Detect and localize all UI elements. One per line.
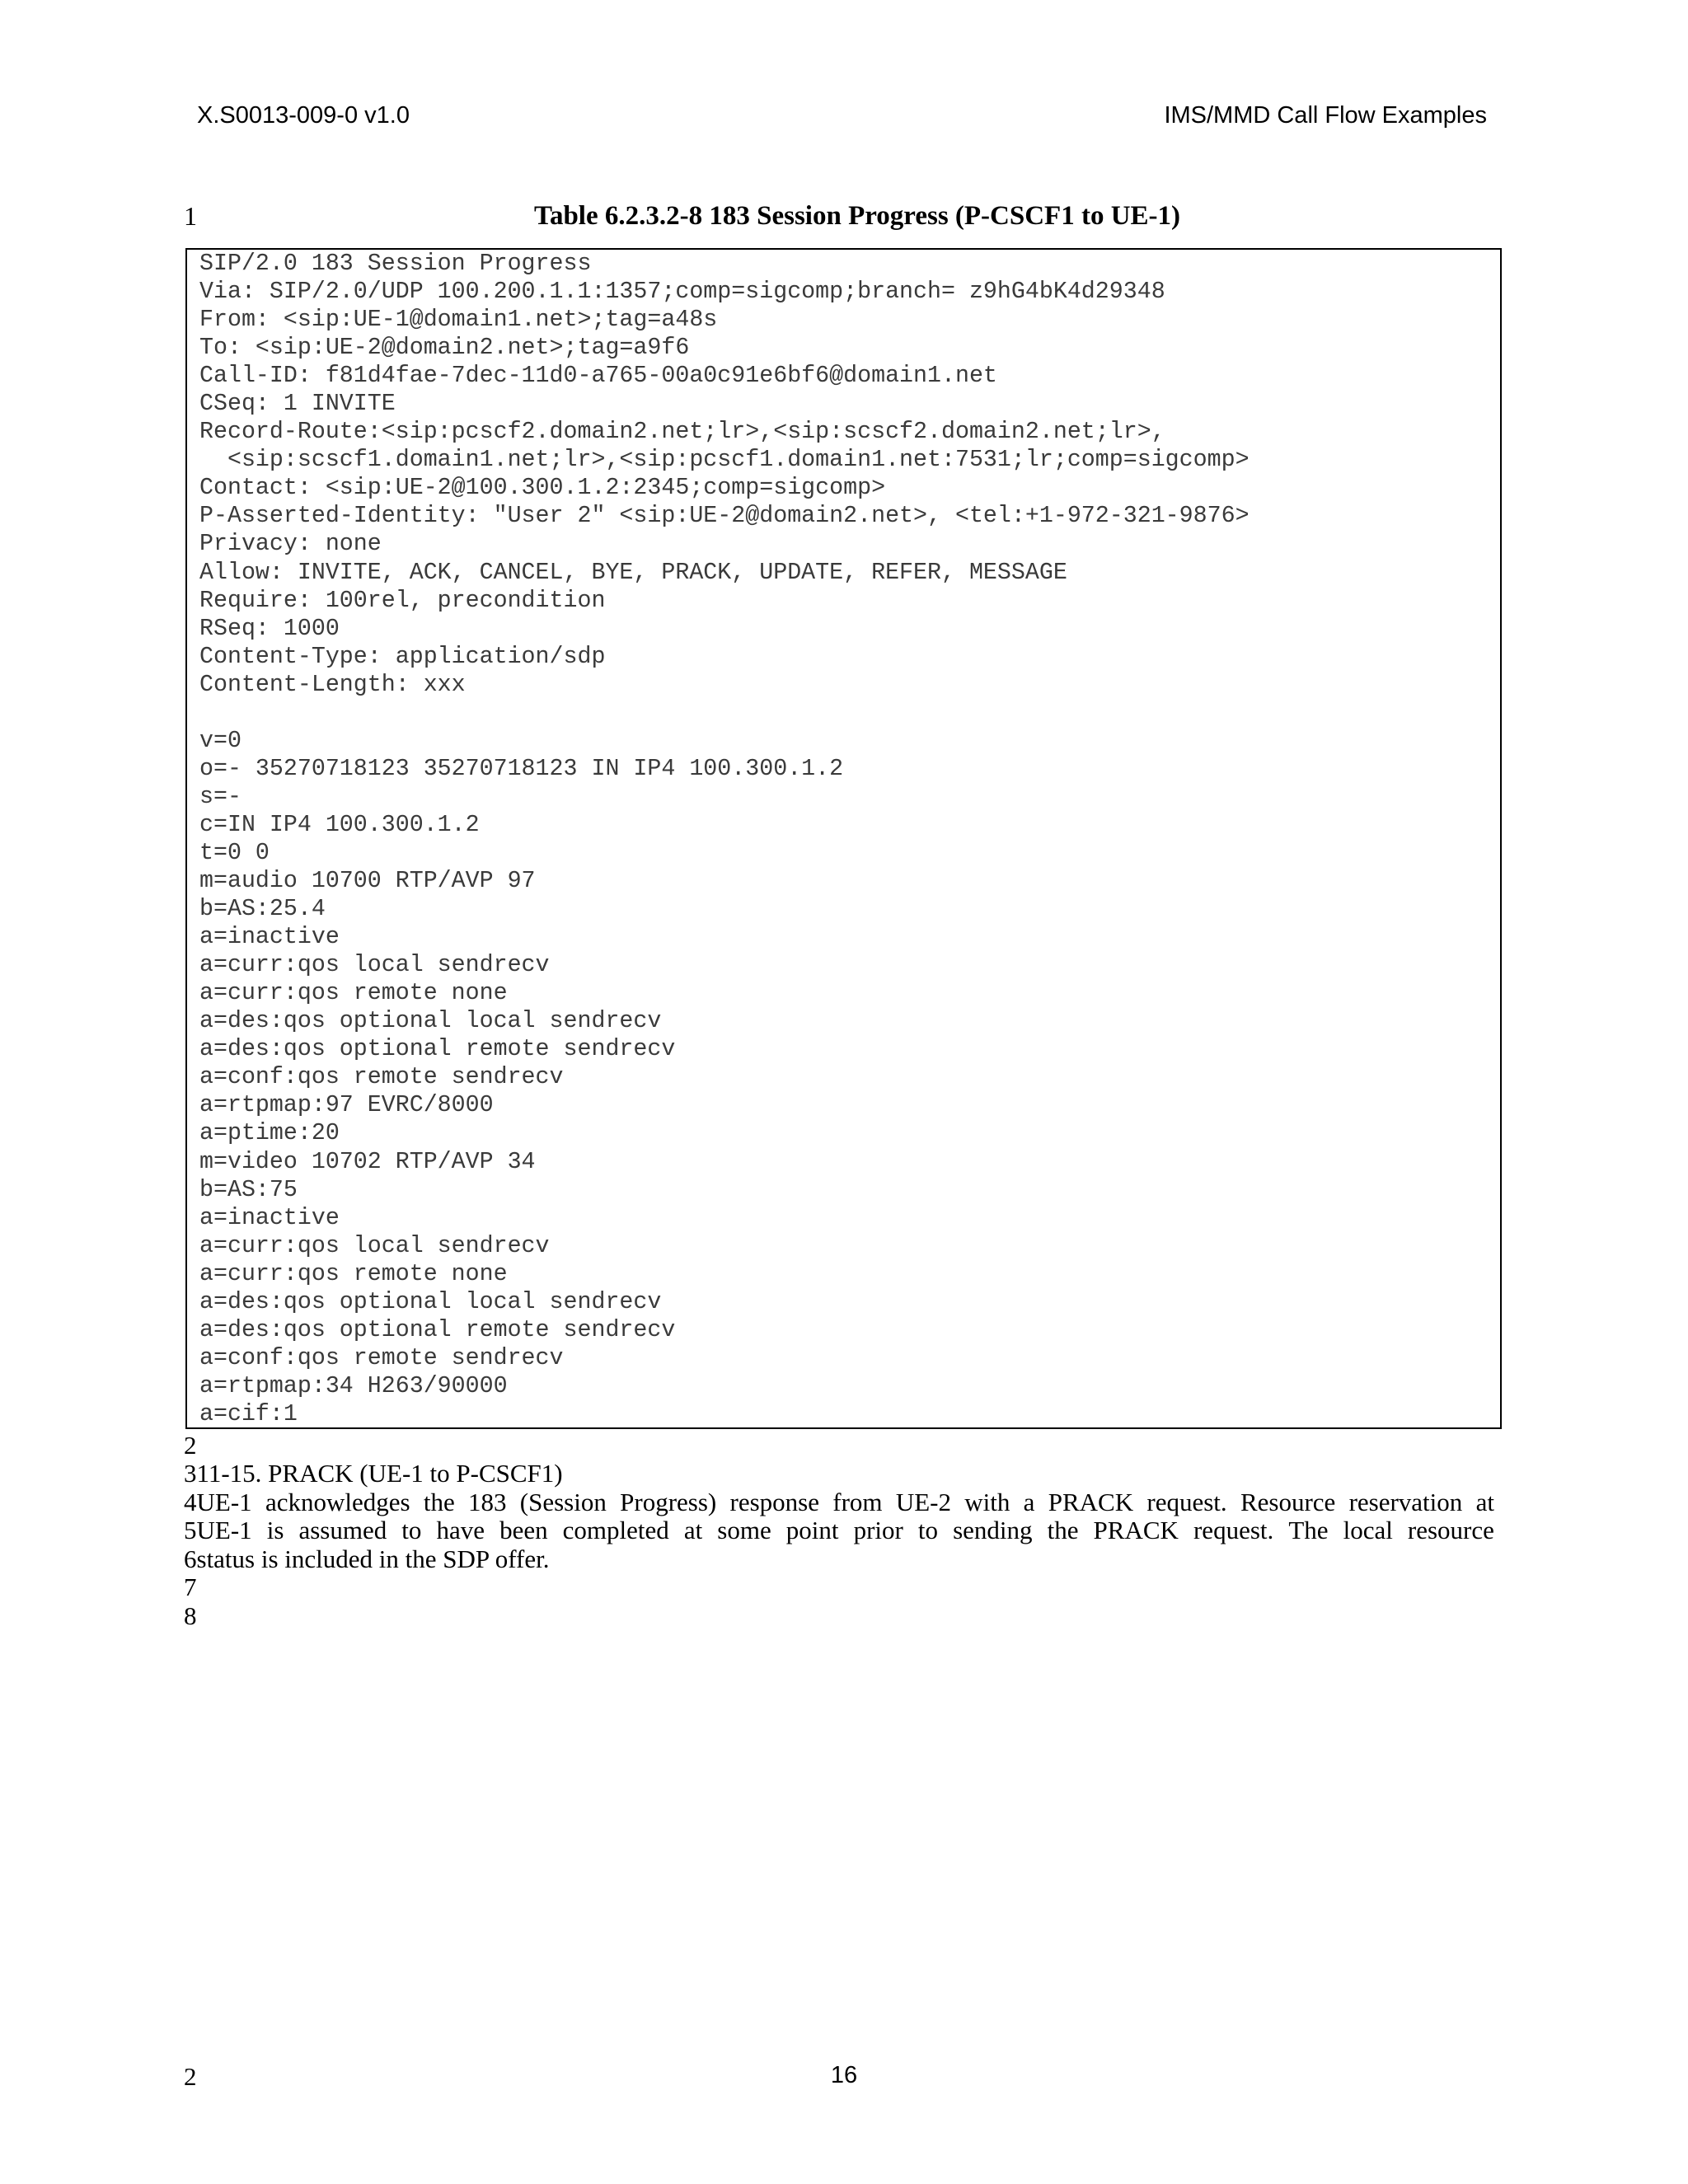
sip-message-line: a=cif:1: [199, 1400, 298, 1427]
line-number: 2: [184, 1431, 197, 1460]
sip-message-line: Allow: INVITE, ACK, CANCEL, BYE, PRACK, UPDATE, REFER, MESSAGE: [199, 559, 1067, 586]
sip-message-line: Contact: <sip:UE-2@100.300.1.2:2345;comp=sigcomp>: [199, 475, 886, 502]
page-number: 16: [830, 2062, 858, 2088]
paragraph-line: 6status is included in the SDP offer.: [184, 1544, 550, 1573]
sip-message-line: a=des:qos optional local sendrecv: [199, 1008, 662, 1035]
sip-message-line: a=rtpmap:34 H263/90000: [199, 1372, 508, 1399]
document-id: X.S0013-009-0 v1.0: [197, 102, 410, 129]
body-text: [184, 1460, 1494, 1630]
sip-message-line: b=AS:25.4: [199, 896, 326, 923]
line-number: 8: [184, 1601, 197, 1630]
sip-message-line: Content-Type: application/sdp: [199, 643, 606, 670]
sip-message-line: a=curr:qos remote none: [199, 980, 508, 1007]
sip-message-line: RSeq: 1000: [199, 615, 340, 642]
sip-message-line: From: <sip:UE-1@domain1.net>;tag=a48s: [199, 307, 718, 334]
sip-message-line: a=conf:qos remote sendrecv: [199, 1064, 564, 1091]
sip-message-line: Require: 100rel, precondition: [199, 587, 606, 614]
sip-message-line: a=des:qos optional local sendrecv: [199, 1288, 662, 1315]
sip-message-line: s=-: [199, 783, 241, 810]
sip-message-line: m=video 10702 RTP/AVP 34: [199, 1148, 536, 1175]
paragraph-line: 5UE-1 is assumed to have been completed at some point prior to sending the PRACK request. The local resource: [184, 1516, 1494, 1544]
footer-line-number: 2: [184, 2062, 197, 2091]
sip-message-line: a=curr:qos local sendrecv: [199, 1232, 550, 1259]
sip-message-line: a=curr:qos remote none: [199, 1260, 508, 1287]
sip-message-line: a=des:qos optional remote sendrecv: [199, 1036, 676, 1063]
sip-message-line: Call-ID: f81d4fae-7dec-11d0-a765-00a0c91e6bf6@domain1.net: [199, 363, 997, 390]
sip-message-line: a=inactive: [199, 1204, 340, 1231]
document-title: IMS/MMD Call Flow Examples: [1164, 102, 1487, 129]
sip-message-lines: [199, 250, 1250, 1428]
sip-message-line: b=AS:75: [199, 1176, 298, 1203]
sip-message-line: CSeq: 1 INVITE: [199, 391, 396, 418]
line-number: 1: [184, 201, 197, 231]
sip-message-line: To: <sip:UE-2@domain2.net>;tag=a9f6: [199, 335, 690, 362]
sip-message-line: SIP/2.0 183 Session Progress: [199, 251, 592, 277]
sip-message-line: o=- 35270718123 35270718123 IN IP4 100.300.1.2: [199, 755, 844, 782]
table-caption: Table 6.2.3.2-8 183 Session Progress (P-CSCF1 to UE-1): [533, 201, 1181, 231]
sip-message-line: Record-Route:<sip:pcscf2.domain2.net;lr>,<sip:scscf2.domain2.net;lr>,: [199, 419, 1165, 446]
section-heading: 311-15. PRACK (UE-1 to P-CSCF1): [184, 1459, 563, 1488]
sip-message-line: Content-Length: xxx: [199, 671, 466, 698]
sip-message-line: a=inactive: [199, 924, 340, 951]
sip-message-line: <sip:scscf1.domain1.net;lr>,<sip:pcscf1.domain1.net:7531;lr;comp=sigcomp>: [199, 447, 1250, 474]
sip-message-line: a=conf:qos remote sendrecv: [199, 1344, 564, 1371]
sip-message-line: a=des:qos optional remote sendrecv: [199, 1316, 676, 1343]
sip-message-line: a=rtpmap:97 EVRC/8000: [199, 1092, 494, 1119]
sip-message-box: [185, 248, 1502, 1429]
sip-message-line: [199, 699, 1250, 727]
sip-message-line: a=curr:qos local sendrecv: [199, 952, 550, 979]
sip-message-line: a=ptime:20: [199, 1120, 340, 1147]
sip-message-line: c=IN IP4 100.300.1.2: [199, 811, 480, 838]
sip-message-line: m=audio 10700 RTP/AVP 97: [199, 868, 536, 895]
sip-message-line: Privacy: none: [199, 531, 382, 558]
sip-message-line: Via: SIP/2.0/UDP 100.200.1.1:1357;comp=sigcomp;branch= z9hG4bK4d29348: [199, 279, 1165, 306]
sip-message-line: t=0 0: [199, 839, 270, 866]
sip-message-line: P-Asserted-Identity: "User 2" <sip:UE-2@domain2.net>, <tel:+1-972-321-9876>: [199, 503, 1250, 530]
sip-message-line: v=0: [199, 727, 241, 754]
paragraph-line: 4UE-1 acknowledges the 183 (Session Progress) response from UE-2 with a PRACK request. Resource reservation at: [184, 1487, 1494, 1516]
line-number: 7: [184, 1572, 197, 1601]
